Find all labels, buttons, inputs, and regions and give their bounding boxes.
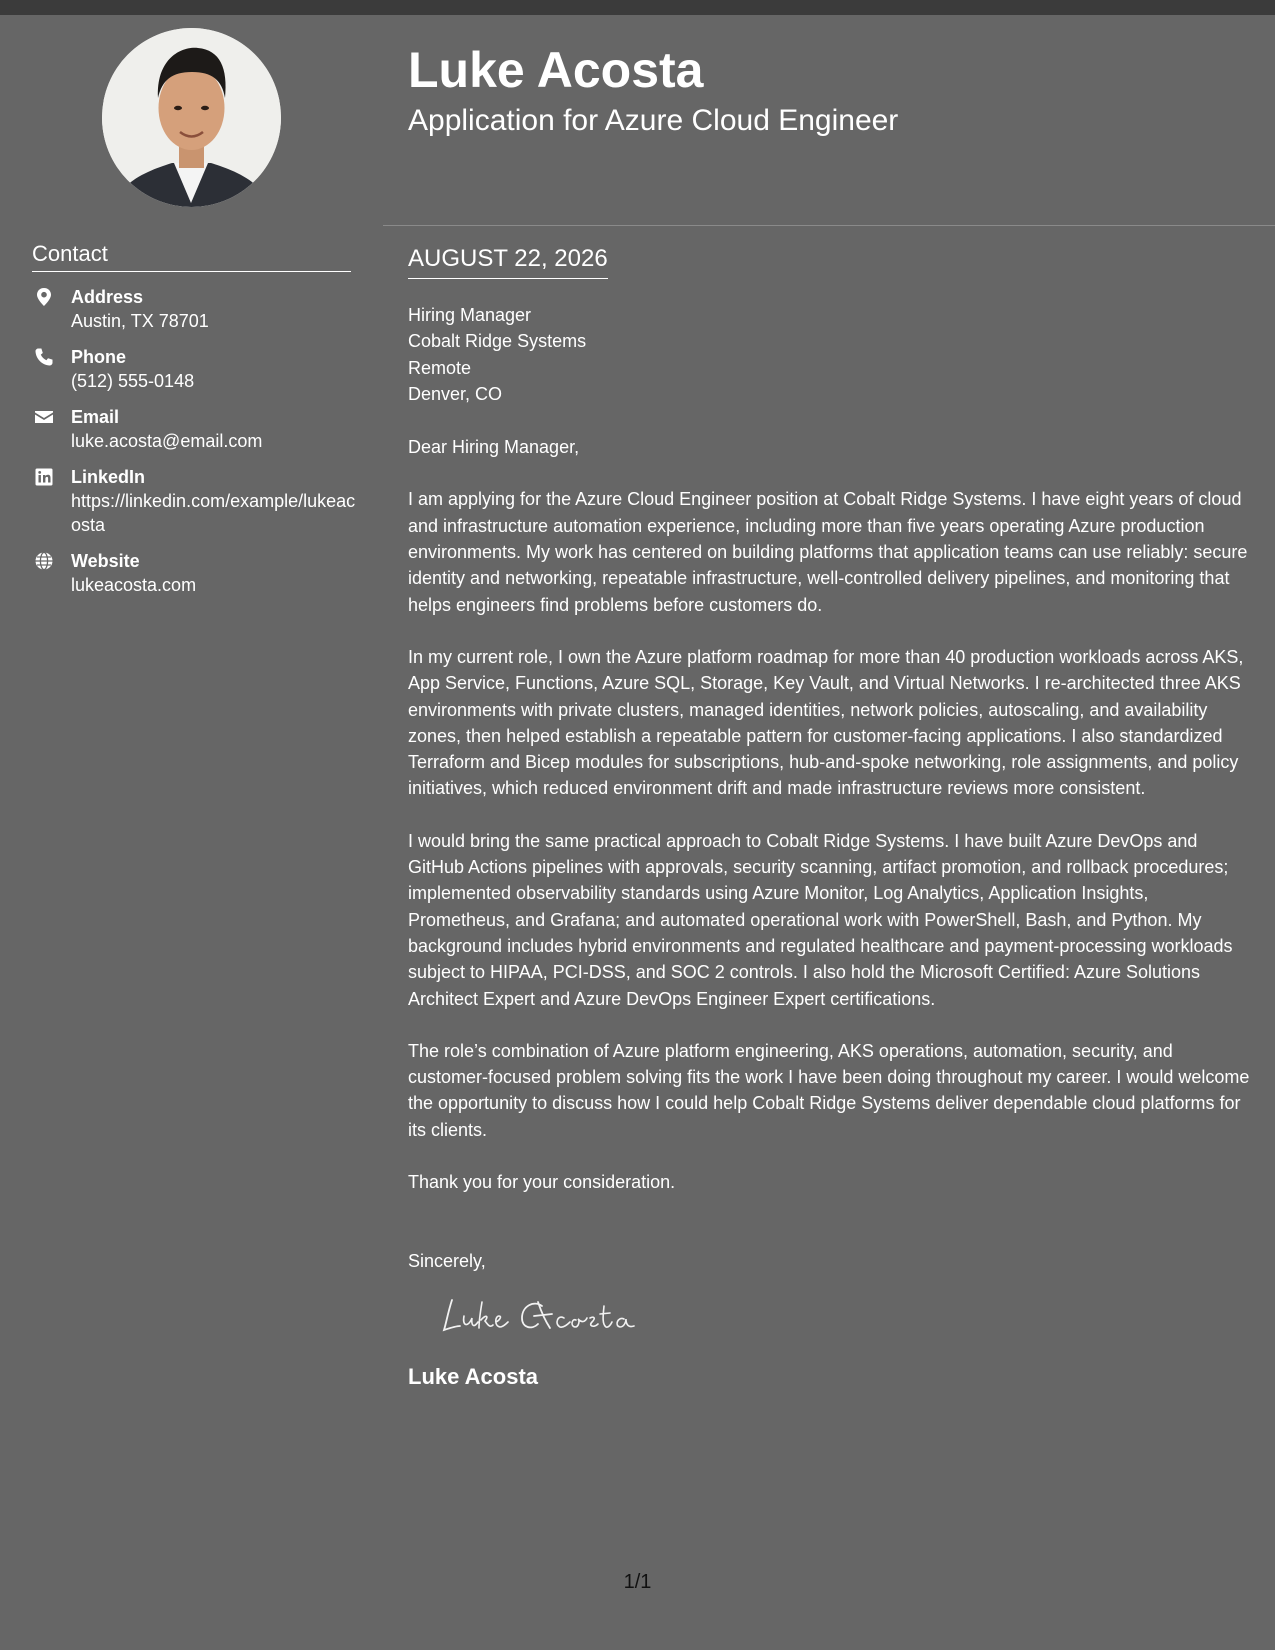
body-paragraph: The role’s combination of Azure platform engineering, AKS operations, automation, security, and customer-focused problem solving fits the work I have been doing throughout my career. I would welcome the opportunity to discuss how I could help Cobalt Ridge Systems deliver dependable cloud platforms for its clients. [408, 1040, 1250, 1140]
applicant-name: Luke Acosta [408, 42, 704, 98]
linkedin-icon [34, 467, 54, 487]
body-paragraph: I am applying for the Azure Cloud Engineer position at Cobalt Ridge Systems. I have eight years of cloud and infrastructure automation experience, including more than five years operating Azure production environments. My work has centered on building platforms that application teams can use reliably: secure identity and networking, repeatable infrastructure, well-controlled delivery pipelines, and monitoring that helps engineers find problems before customers do. [408, 489, 1248, 615]
contact-list [32, 285, 362, 609]
contact-label: Address [71, 287, 144, 307]
phone-icon [34, 347, 54, 367]
avatar [102, 28, 281, 207]
phone-value: (512) 555-0148 [71, 371, 195, 391]
salutation: Dear Hiring Manager, [408, 437, 580, 458]
contact-item-phone [32, 345, 362, 393]
header-divider [383, 225, 1275, 226]
letter-date: AUGUST 22, 2026 [408, 244, 608, 279]
contact-label: Phone [71, 347, 127, 367]
contact-item-email [32, 405, 362, 453]
contact-label: LinkedIn [71, 467, 146, 487]
application-title: Application for Azure Cloud Engineer [408, 104, 899, 137]
globe-icon [34, 551, 54, 571]
recipient-line: Hiring Manager [408, 305, 532, 325]
closing: Sincerely, [408, 1251, 486, 1272]
recipient-line: Cobalt Ridge Systems [408, 331, 587, 352]
body-paragraph: I would bring the same practical approach to Cobalt Ridge Systems. I have built Azure DevOps and GitHub Actions pipelines with approvals, security scanning, artifact promotion, and rollback procedures; implemented observability standards using Azure Monitor, Log Analytics, Application Insights, Prometheus, and Grafana; and automated operational work with PowerShell, Bash, and Python. My background includes hybrid environments and regulated healthcare and payment-processing workloads subject to HIPAA, PCI-DSS, and SOC 2 controls. I also hold the Microsoft Certified: Azure Solutions Architect Expert and Azure DevOps Engineer Expert certifications. [408, 830, 1233, 1009]
letter-body [408, 302, 1253, 1391]
email-value: luke.acosta@email.com [71, 431, 263, 451]
sidebar [0, 15, 383, 1650]
handwritten-signature [438, 1292, 638, 1342]
signed-name: Luke Acosta [408, 1363, 539, 1389]
contact-item-linkedin [32, 465, 362, 537]
page-number: 1/1 [623, 1571, 652, 1593]
location-pin-icon [34, 287, 54, 307]
address-value: Austin, TX 78701 [71, 311, 209, 331]
recipient-line: Remote [408, 357, 472, 378]
contact-label: Email [71, 407, 120, 427]
thanks-line: Thank you for your consideration. [408, 1172, 676, 1193]
website-value[interactable]: lukeacosta.com [71, 575, 197, 595]
contact-item-address [32, 285, 362, 333]
top-bar [0, 0, 1275, 15]
contact-label: Website [71, 551, 140, 571]
recipient-line: Denver, CO [408, 383, 503, 404]
recipient-block [408, 302, 1253, 407]
contact-item-website [32, 549, 362, 597]
body-paragraph: In my current role, I own the Azure platform roadmap for more than 40 production workloads across AKS, App Service, Functions, Azure SQL, Storage, Key Vault, and Virtual Networks. I re-architected three AKS environments with private clusters, managed identities, network policies, autoscaling, and availability zones, then helped establish a repeatable pattern for customer-facing applications. I also standardized Terraform and Bicep modules for subscriptions, hub-and-spoke networking, role assignments, and policy initiatives, which reduced environment drift and made infrastructure reviews more consistent. [408, 646, 1244, 799]
linkedin-value[interactable]: https://linkedin.com/example/lukeacosta [71, 491, 356, 535]
envelope-icon [34, 407, 54, 427]
contact-heading: Contact [32, 240, 351, 272]
